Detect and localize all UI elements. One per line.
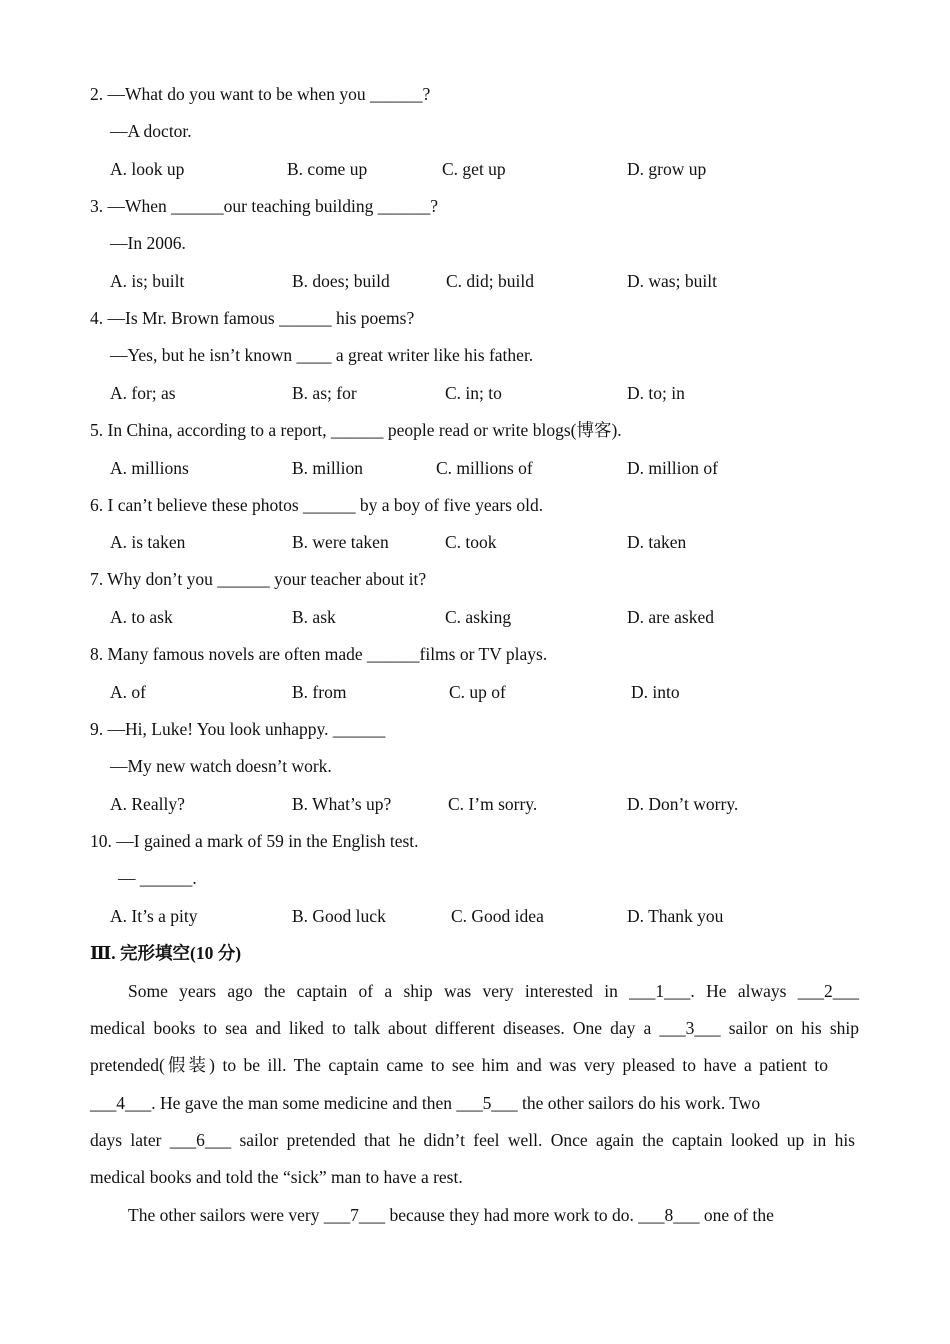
cloze-paragraph-2-line-1: The other sailors were very ___7___ because they had more work to do. ___8___ one of the (128, 1205, 774, 1225)
question-9-option-b: B. What’s up? (292, 794, 392, 814)
question-4-stem: 4. —Is Mr. Brown famous ______ his poems? (90, 308, 415, 328)
question-4-option-d: D. to; in (627, 383, 685, 403)
question-7-option-d: D. are asked (627, 607, 714, 627)
question-9-stem: 9. —Hi, Luke! You look unhappy. ______ (90, 719, 386, 739)
question-5-option-d: D. million of (627, 458, 718, 478)
question-5-option-c: C. millions of (436, 458, 533, 478)
question-3-option-c: C. did; build (446, 271, 534, 291)
cloze-paragraph-1-line-4: ___4___. He gave the man some medicine and then ___5___ the other sailors do his work. Two (90, 1093, 761, 1113)
question-8-option-c: C. up of (449, 682, 506, 702)
cloze-paragraph-1-line-5: days later ___6___ sailor pretended that he didn’t feel well. Once again the captain looked up in his (90, 1130, 855, 1150)
question-10-option-c: C. Good idea (451, 906, 544, 926)
question-10-reply: — ______. (118, 868, 197, 888)
question-7-option-b: B. ask (292, 607, 336, 627)
question-3-reply: —In 2006. (110, 233, 186, 253)
question-9-reply: —My new watch doesn’t work. (110, 756, 332, 776)
question-5-option-a: A. millions (110, 458, 189, 478)
question-6-option-b: B. were taken (292, 532, 389, 552)
question-7-option-c: C. asking (445, 607, 512, 627)
question-10-option-a: A. It’s a pity (110, 906, 198, 926)
cloze-paragraph-1-line-3: pretended(假装) to be ill. The captain came to see him and was very pleased to have a patient to (90, 1055, 828, 1075)
question-10-option-d: D. Thank you (627, 906, 724, 926)
cloze-paragraph-1-line-2: medical books to sea and liked to talk about different diseases. One day a ___3___ sailor on his ship (90, 1018, 859, 1038)
question-3-stem: 3. —When ______our teaching building ______? (90, 196, 438, 216)
question-7-option-a: A. to ask (110, 607, 173, 627)
question-2-option-a: A. look up (110, 159, 185, 179)
question-8-stem: 8. Many famous novels are often made ______films or TV plays. (90, 644, 548, 664)
section-3-title: Ⅲ. 完形填空(10 分) (90, 943, 242, 963)
question-2-stem: 2. —What do you want to be when you ______? (90, 84, 431, 104)
question-10-stem: 10. —I gained a mark of 59 in the English test. (90, 831, 419, 851)
question-4-option-a: A. for; as (110, 383, 176, 403)
question-2-reply: —A doctor. (110, 121, 192, 141)
cloze-paragraph-1-line-1: Some years ago the captain of a ship was very interested in ___1___. He always ___2___ (128, 981, 859, 1001)
question-3-option-d: D. was; built (627, 271, 717, 291)
question-6-option-c: C. took (445, 532, 497, 552)
question-9-option-a: A. Really? (110, 794, 185, 814)
question-7-stem: 7. Why don’t you ______ your teacher about it? (90, 569, 427, 589)
question-2-option-b: B. come up (287, 159, 368, 179)
cloze-paragraph-1-line-6: medical books and told the “sick” man to have a rest. (90, 1167, 463, 1187)
question-4-option-b: B. as; for (292, 383, 357, 403)
question-3-option-a: A. is; built (110, 271, 185, 291)
question-6-option-a: A. is taken (110, 532, 186, 552)
question-9-option-c: C. I’m sorry. (448, 794, 538, 814)
question-3-option-b: B. does; build (292, 271, 390, 291)
question-8-option-a: A. of (110, 682, 146, 702)
question-10-option-b: B. Good luck (292, 906, 386, 926)
question-8-option-d: D. into (631, 682, 680, 702)
question-6-stem: 6. I can’t believe these photos ______ by a boy of five years old. (90, 495, 544, 515)
question-6-option-d: D. taken (627, 532, 687, 552)
question-2-option-c: C. get up (442, 159, 506, 179)
question-8-option-b: B. from (292, 682, 347, 702)
question-4-reply: —Yes, but he isn’t known ____ a great writer like his father. (110, 345, 534, 365)
question-9-option-d: D. Don’t worry. (627, 794, 739, 814)
question-4-option-c: C. in; to (445, 383, 502, 403)
question-5-option-b: B. million (292, 458, 363, 478)
question-5-stem: 5. In China, according to a report, ______ people read or write blogs(博客). (90, 420, 622, 440)
question-2-option-d: D. grow up (627, 159, 707, 179)
